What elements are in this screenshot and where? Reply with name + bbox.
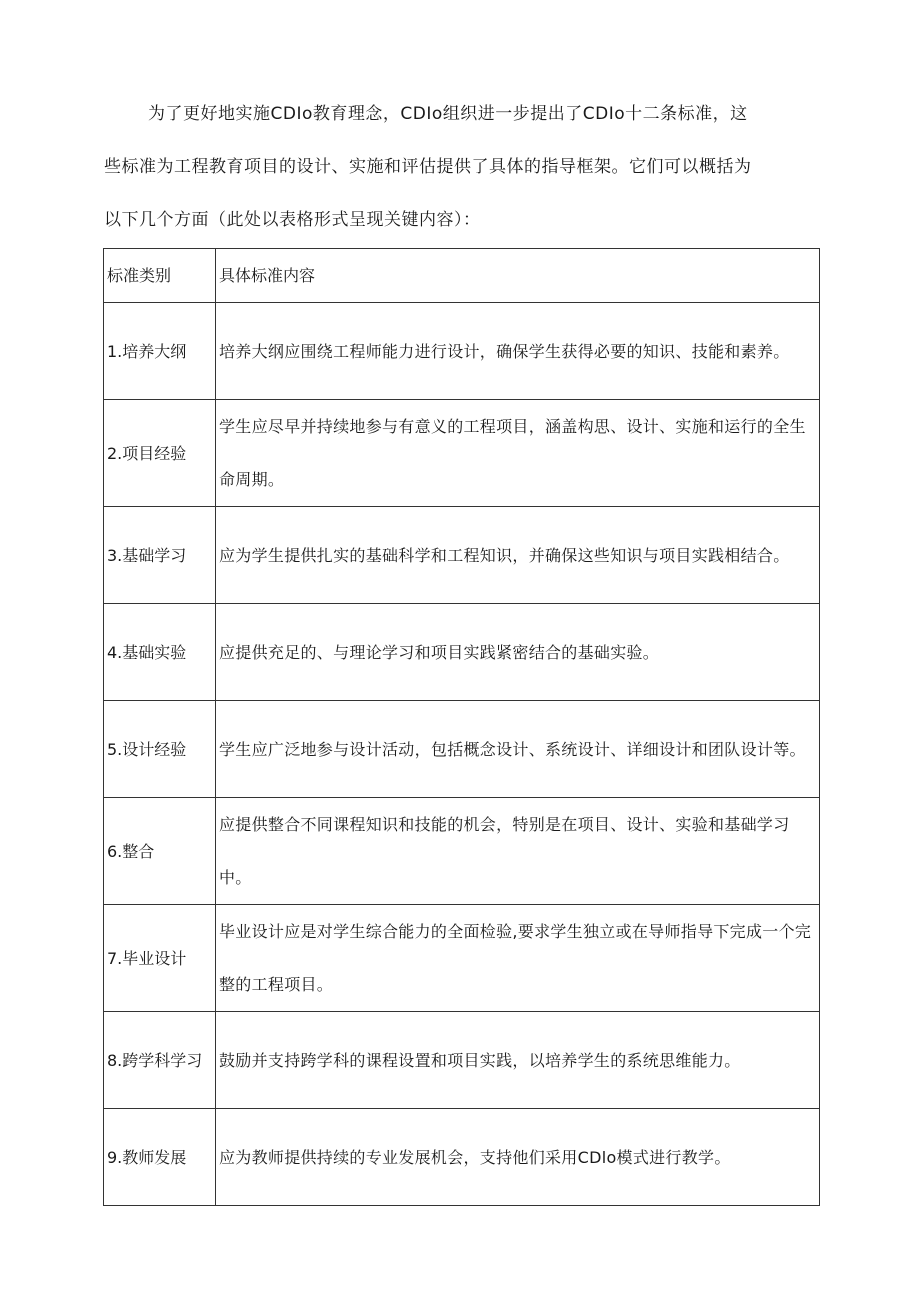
table-row: [104, 1012, 820, 1109]
category-cell: 9.教师发展: [104, 1109, 216, 1206]
table-row: [104, 701, 820, 798]
table-row: [104, 507, 820, 604]
category-cell: 8.跨学科学习: [104, 1012, 216, 1109]
table-row: [104, 905, 820, 1012]
header-content: 具体标准内容: [216, 249, 820, 303]
content-cell: 应提供充足的、与理论学习和项目实践紧密结合的基础实验。: [216, 604, 820, 701]
category-cell: 5.设计经验: [104, 701, 216, 798]
header-category: 标准类别: [104, 249, 216, 303]
table-row: [104, 303, 820, 400]
content-cell: 学生应广泛地参与设计活动，包括概念设计、系统设计、详细设计和团队设计等。: [216, 701, 820, 798]
criteria-table: [103, 248, 820, 1206]
category-cell: 3.基础学习: [104, 507, 216, 604]
category-cell: 7.毕业设计: [104, 905, 216, 1012]
content-cell: 毕业设计应是对学生综合能力的全面检验,要求学生独立或在导师指导下完成一个完整的工程项目。: [216, 905, 820, 1012]
table-row: [104, 400, 820, 507]
table-row: [104, 604, 820, 701]
category-cell: 1.培养大纲: [104, 303, 216, 400]
content-cell: 应为学生提供扎实的基础科学和工程知识，并确保这些知识与项目实践相结合。: [216, 507, 820, 604]
table-row: [104, 1109, 820, 1206]
category-cell: 4.基础实验: [104, 604, 216, 701]
category-cell: 6.整合: [104, 798, 216, 905]
intro-paragraph: 为了更好地实施CDIo教育理念，CDIo组织进一步提出了CDIo十二条标准，这些标准为工程教育项目的设计、实施和评估提供了具体的指导框架。它们可以概括为以下几个方面（此处以表格形式呈现关键内容）：: [104, 104, 752, 230]
table-row: [104, 798, 820, 905]
table-header-row: [104, 249, 820, 303]
content-cell: 培养大纲应围绕工程师能力进行设计，确保学生获得必要的知识、技能和素养。: [216, 303, 820, 400]
content-cell: 鼓励并支持跨学科的课程设置和项目实践，以培养学生的系统思维能力。: [216, 1012, 820, 1109]
category-cell: 2.项目经验: [104, 400, 216, 507]
content-cell: 应提供整合不同课程知识和技能的机会，特别是在项目、设计、实验和基础学习中。: [216, 798, 820, 905]
content-cell: 学生应尽早并持续地参与有意义的工程项目，涵盖构思、设计、实施和运行的全生命周期。: [216, 400, 820, 507]
content-cell: 应为教师提供持续的专业发展机会，支持他们采用CDlo模式进行教学。: [216, 1109, 820, 1206]
